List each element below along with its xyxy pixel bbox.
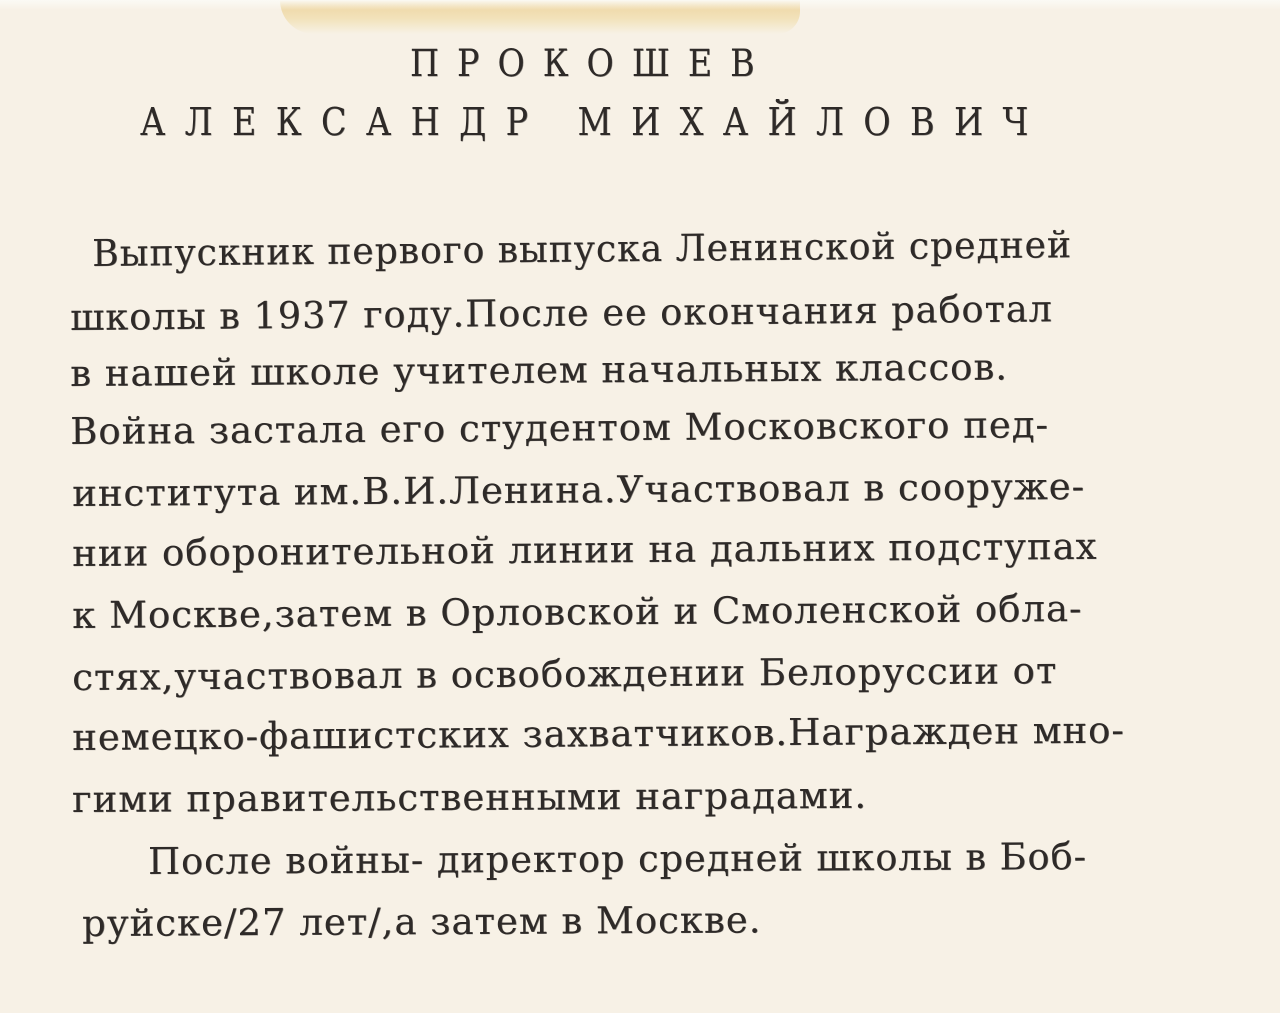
body-line-10: гими правительственными наградами. [72,773,868,821]
body-line-3: в нашей школе учителем начальных классов. [70,345,1009,395]
document-name-patronymic: АЛЕКСАНДР МИХАЙЛОВИЧ [140,100,1048,144]
body-line-12: руйске/27 лет/,а затем в Москве. [82,898,762,945]
body-line-9: немецко-фашистских захватчиков.Награжден мно- [72,708,1126,759]
document-surname: ПРОКОШЕВ [410,42,773,85]
body-line-7: к Москве,затем в Орловской и Смоленской обла- [72,586,1083,637]
body-line-6: нии оборонительной линии на дальних подступах [72,524,1098,575]
body-line-5: института им.В.И.Ленина.Участвовал в сооруже- [72,464,1086,515]
body-line-11: После войны- директор средней школы в Боб- [148,835,1088,883]
body-line-8: стях,участвовал в освобождении Белоруссии от [72,649,1058,699]
body-line-2: школы в 1937 году.После ее окончания работал [70,287,1054,339]
body-line-1: Выпускник первого выпуска Ленинской средней [92,223,1073,275]
body-line-4: Война застала его студентом Московского пед- [70,403,1050,453]
paper-edge [0,0,1280,10]
